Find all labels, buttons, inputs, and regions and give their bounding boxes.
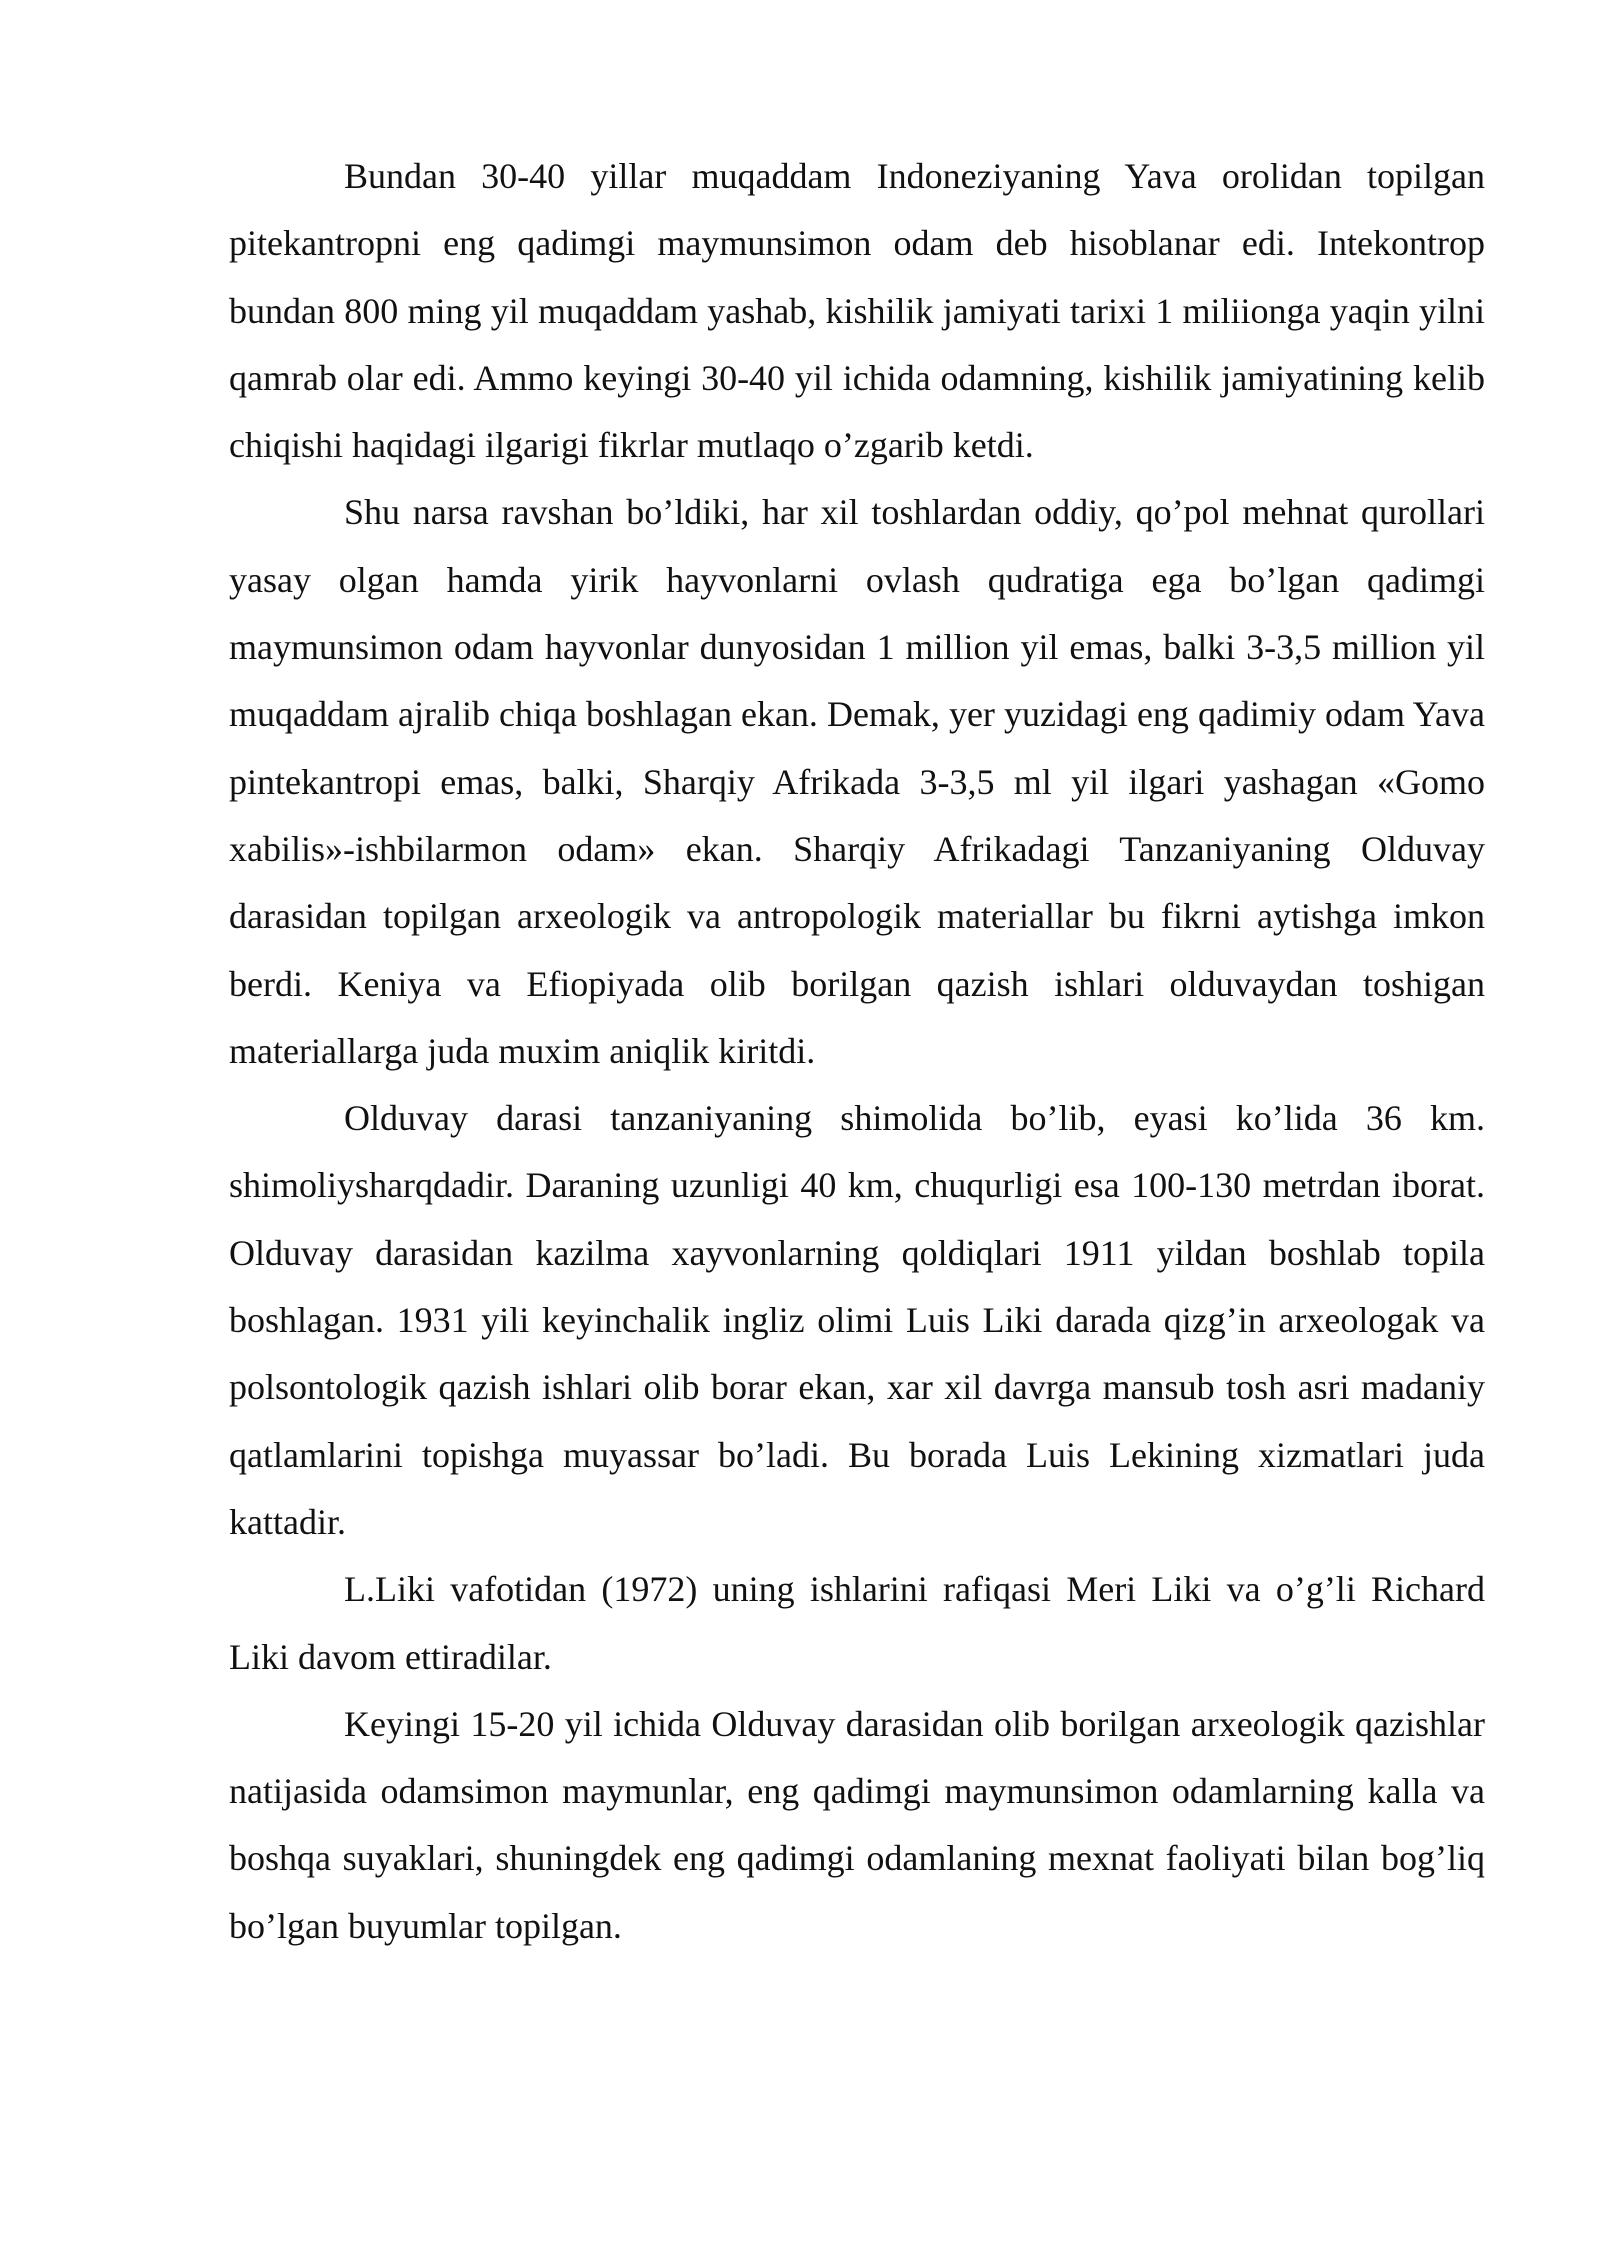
paragraph-1: Bundan 30-40 yillar muqaddam Indoneziyaning Yava orolidan topilgan pitekantropni eng qadimgi maymunsimon odam deb hisoblanar edi. Intekontrop bundan 800 ming yil muqaddam yashab, kishilik jamiyati tarixi 1 miliionga yaqin yilni qamrab olar edi. Ammo keyingi 30-40 yil ichida odamning, kishilik jamiyatining kelib chiqishi haqidagi ilgarigi fikrlar mutlaqo o’zgarib ketdi. <box>229 156 1485 466</box>
body-text <box>229 143 1485 1960</box>
paragraph-4: L.Liki vafotidan (1972) uning ishlarini rafiqasi Meri Liki va o’g’li Richard Liki davom ettiradilar. <box>229 1569 1485 1677</box>
paragraph-2: Shu narsa ravshan bo’ldiki, har xil toshlardan oddiy, qo’pol mehnat qurollari yasay olgan hamda yirik hayvonlarni ovlash qudratiga ega bo’lgan qadimgi maymunsimon odam hayvonlar dunyosidan 1 million yil emas, balki 3-3,5 million yil muqaddam ajralib chiqa boshlagan ekan. Demak, yer yuzidagi eng qadimiy odam Yava pintekantropi emas, balki, Sharqiy Afrikada 3-3,5 ml yil ilgari yashagan «Gomo xabilis»-ishbilarmon odam» ekan. Sharqiy Afrikadagi Tanzaniyaning Olduvay darasidan topilgan arxeologik va antropologik materiallar bu fikrni aytishga imkon berdi. Keniya va Efiopiyada olib borilgan qazish ishlari olduvaydan toshigan materiallarga juda muxim aniqlik kiritdi. <box>229 492 1485 1071</box>
paragraph-5: Keyingi 15-20 yil ichida Olduvay darasidan olib borilgan arxeologik qazishlar natijasida odamsimon maymunlar, eng qadimgi maymunsimon odamlarning kalla va boshqa suyaklari, shuningdek eng qadimgi odamlaning mexnat faoliyati bilan bog’liq bo’lgan buyumlar topilgan. <box>229 1703 1485 1946</box>
paragraph-3: Olduvay darasi tanzaniyaning shimolida bo’lib, eyasi ko’lida 36 km. shimoliysharqdadir. Daraning uzunligi 40 km, chuqurligi esa 100-130 metrdan iborat. Olduvay darasidan kazilma xayvonlarning qoldiqlari 1911 yildan boshlab topila boshlagan. 1931 yili keyinchalik ingliz olimi Luis Liki darada qizg’in arxeologak va polsontologik qazish ishlari olib borar ekan, xar xil davrga mansub tosh asri madaniy qatlamlarini topishga muyassar bo’ladi. Bu borada Luis Lekining xizmatlari juda kattadir. <box>229 1098 1485 1542</box>
